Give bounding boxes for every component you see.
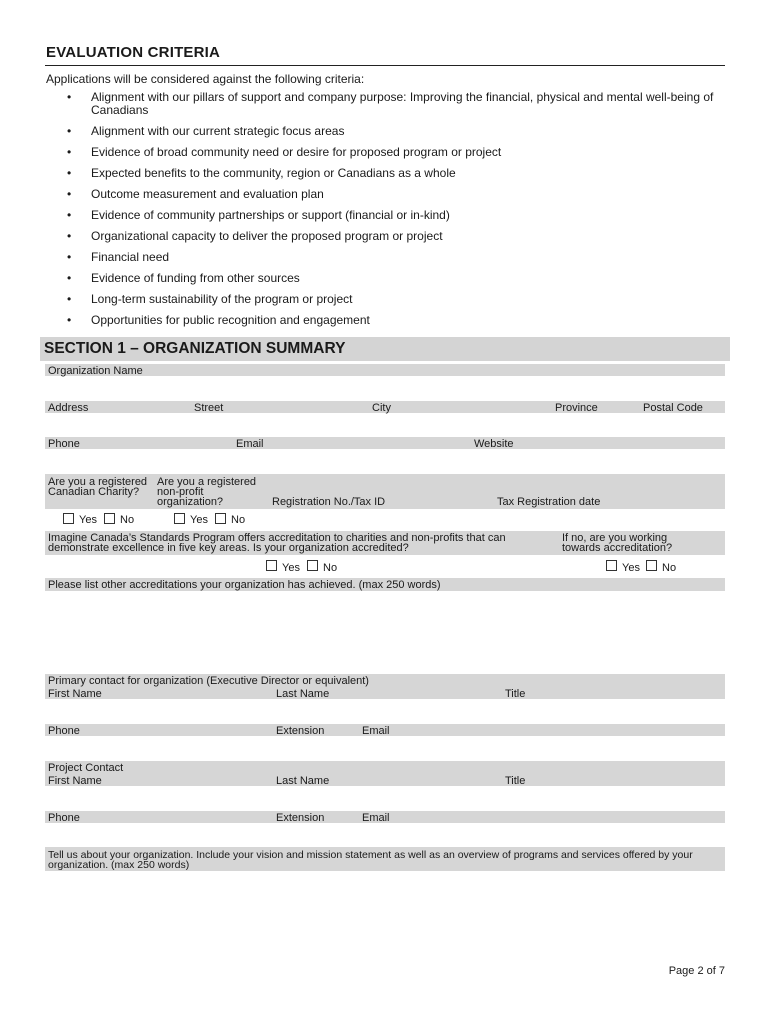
working-question: If no, are you working towards accreditation? [562,532,673,554]
phone-email-field[interactable] [45,450,725,472]
accredited-no-label: No [323,562,338,574]
imagine-question: Imagine Canada’s Standards Program offers accreditation to charities and non-profits that can demonstrate excellence in five key areas. Is your organization accredited? [48,532,506,554]
address-field[interactable] [45,414,725,436]
evaluation-intro: Applications will be considered against the following criteria: [46,72,365,86]
project-name-field[interactable] [45,787,725,809]
other-accred-label: Please list other accreditations your organization has achieved. (max 250 words) [48,579,441,591]
website-label: Website [474,438,514,450]
section-title: SECTION 1 – ORGANIZATION SUMMARY [44,340,346,357]
postal-code-label: Postal Code [643,402,703,414]
project-last-name-label: Last Name [276,775,330,787]
criteria-item: • Alignment with our pillars of support and company purpose: Improving the financial, physical and mental well-being of Canadians [66,91,726,117]
criteria-item: • Outcome measurement and evaluation plan [66,188,726,201]
title-rule [45,65,725,66]
project-contact-band [45,761,725,786]
org-name-band [45,364,725,376]
nonprofit-no-label: No [231,514,246,526]
accredited-no-checkbox[interactable] [307,560,318,571]
charity-no-label: No [120,514,135,526]
criteria-item: • Financial need [66,251,726,264]
org-name-field[interactable] [45,377,725,399]
primary-phone-field[interactable] [45,737,725,759]
city-label: City [372,402,391,414]
charity-yes-checkbox[interactable] [63,513,74,524]
project-first-name-label: First Name [48,775,102,787]
project-phone-field[interactable] [45,824,725,846]
project-extension-label: Extension [276,812,325,824]
nonprofit-yes-checkbox[interactable] [174,513,185,524]
nonprofit-yes-label: Yes [190,514,208,526]
criteria-item: • Organizational capacity to deliver the proposed program or project [66,230,726,243]
working-no-label: No [662,562,677,574]
accredited-yes-label: Yes [282,562,300,574]
project-email-label: Email [362,812,390,824]
nonprofit-no-checkbox[interactable] [215,513,226,524]
street-label: Street [194,402,224,414]
primary-email-label: Email [362,725,390,737]
criteria-item: • Expected benefits to the community, region or Canadians as a whole [66,167,726,180]
primary-name-field[interactable] [45,700,725,722]
criteria-item: • Evidence of community partnerships or support (financial or in-kind) [66,209,726,222]
criteria-list [66,91,726,335]
primary-extension-label: Extension [276,725,325,737]
project-title-label: Title [505,775,526,787]
reg-no-label: Registration No./Tax ID [272,496,386,508]
criteria-item: • Evidence of broad community need or desire for proposed program or project [66,146,726,159]
criteria-item: • Opportunities for public recognition and engagement [66,314,726,327]
project-phone-label: Phone [48,812,80,824]
email-label: Email [236,438,264,450]
tell-us-field[interactable] [45,872,725,952]
tell-us-label: Tell us about your organization. Include your vision and mission statement as well as an overview of programs and services offered by your organization. (max 250 words) [48,849,693,871]
charity-question: Are you a registered Canadian Charity? [48,476,148,498]
criteria-item: • Alignment with our current strategic focus areas [66,125,726,138]
primary-title-label: Title [505,688,526,700]
phone-band [45,437,725,449]
other-accred-field[interactable] [45,592,725,672]
working-no-checkbox[interactable] [646,560,657,571]
accredited-yes-checkbox[interactable] [266,560,277,571]
nonprofit-question: Are you a registered non-profit organization? [157,476,257,508]
page-number: Page 2 of 7 [668,965,725,977]
charity-no-checkbox[interactable] [104,513,115,524]
charity-yes-label: Yes [79,514,97,526]
address-label: Address [48,402,89,414]
working-yes-label: Yes [622,562,640,574]
criteria-item: • Long-term sustainability of the program or project [66,293,726,306]
province-label: Province [555,402,598,414]
primary-contact-label: Primary contact for organization (Executive Director or equivalent) [48,675,369,687]
tax-date-label: Tax Registration date [497,496,601,508]
working-yes-checkbox[interactable] [606,560,617,571]
primary-first-name-label: First Name [48,688,102,700]
primary-last-name-label: Last Name [276,688,330,700]
org-name-label: Organization Name [48,365,143,377]
phone-label: Phone [48,438,80,450]
project-contact-label: Project Contact [48,762,124,774]
evaluation-title: EVALUATION CRITERIA [46,44,221,61]
primary-phone-label: Phone [48,725,80,737]
criteria-item: • Evidence of funding from other sources [66,272,726,285]
